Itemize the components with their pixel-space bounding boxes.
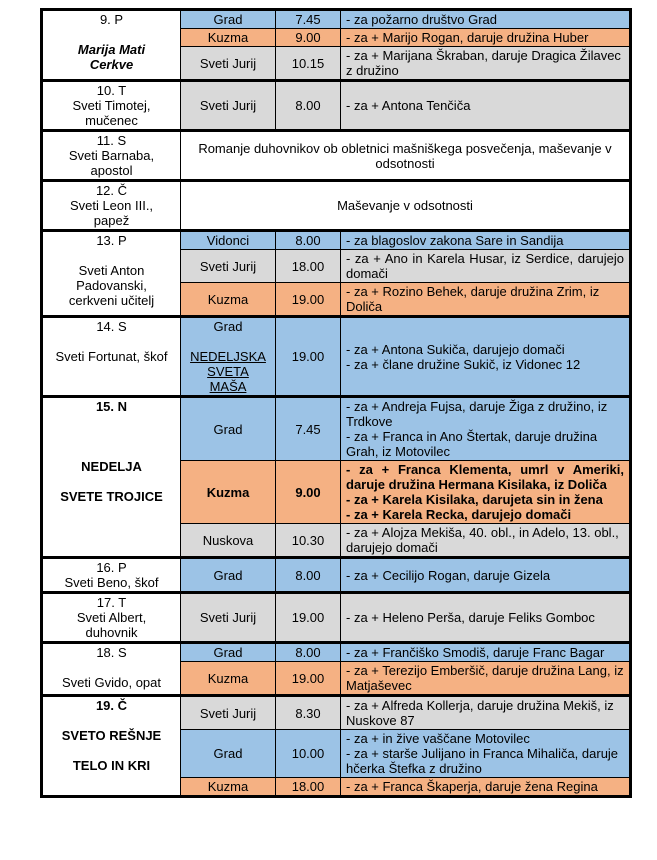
place-line: Sveti Jurij — [199, 610, 257, 625]
time-cell: 7.45 — [276, 10, 341, 29]
intention-line: - za + Alfreda Kollerja, daruje družina Mekiš, iz Nuskove 87 — [346, 698, 614, 728]
intention-line: - za + Karela Kisilaka, darujeta sin in žena — [346, 492, 603, 507]
place-cell — [181, 231, 276, 250]
day-cell — [42, 10, 181, 81]
place-cell — [181, 397, 276, 461]
time-cell: 8.00 — [276, 81, 341, 131]
mass-row — [42, 231, 631, 250]
time-cell: 18.00 — [276, 778, 341, 797]
time-cell: 8.00 — [276, 558, 341, 593]
place-line: NEDELJSKA — [190, 349, 266, 364]
intention-line: - za + Alojza Mekiša, 40. obl., in Adelo, 13. obl., darujejo domači — [346, 525, 619, 555]
place-line: Kuzma — [207, 779, 249, 794]
intention-line: - za + Marijana Škraban, daruje Dragica Žilavec z družino — [346, 48, 621, 78]
mass-row — [42, 696, 631, 730]
place-cell — [181, 524, 276, 558]
day-line: 12. Č — [95, 183, 128, 198]
day-line: 11. S — [96, 133, 127, 148]
intention-cell — [341, 696, 631, 730]
intention-line: - za + Andreja Fujsa, daruje Žiga z družino, iz Trdkove — [346, 399, 608, 429]
place-line: Vidonci — [206, 233, 250, 248]
day-line: 19. Č — [95, 698, 128, 713]
intention-cell — [341, 662, 631, 696]
intention-cell — [341, 47, 631, 81]
place-line: Grad — [213, 12, 243, 27]
day-line — [48, 414, 175, 429]
mass-row — [42, 593, 631, 643]
day-line — [48, 429, 175, 444]
intention-cell — [341, 283, 631, 317]
place-cell — [181, 643, 276, 662]
day-line — [48, 743, 175, 758]
time-cell: 8.30 — [276, 696, 341, 730]
note-cell: Maševanje v odsotnosti — [181, 181, 631, 231]
day-line: Sveti Barnaba, — [68, 148, 155, 163]
intention-line: - za + Karela Recka, darujejo domači — [346, 507, 572, 522]
day-cell — [42, 593, 181, 643]
intention-line: - za + člane družine Sukič, iz Vidonec 12 — [346, 356, 581, 372]
intention-cell — [341, 397, 631, 461]
time-cell: 19.00 — [276, 593, 341, 643]
day-line — [48, 713, 175, 728]
mass-row — [42, 81, 631, 131]
day-line — [48, 27, 175, 42]
time-cell: 19.00 — [276, 283, 341, 317]
time-cell: 9.00 — [276, 461, 341, 524]
intention-cell — [341, 81, 631, 131]
intention-cell — [341, 250, 631, 283]
place-line: Sveti Jurij — [199, 705, 257, 721]
day-line: duhovnik — [85, 625, 138, 640]
day-line: 14. S — [96, 319, 127, 334]
place-cell — [181, 29, 276, 47]
intention-line: - za + Marijo Rogan, daruje družina Huber — [346, 30, 589, 45]
day-line: Marija Mati — [77, 42, 146, 57]
place-line: Nuskova — [202, 532, 254, 548]
day-line: Sveti Leon III., — [69, 198, 154, 213]
place-cell — [181, 662, 276, 696]
day-line — [48, 660, 175, 675]
place-line: Kuzma — [207, 291, 249, 307]
intention-line: - za + Ano in Karela Husar, iz Serdice, darujejo domači — [346, 251, 624, 281]
place-cell — [181, 317, 276, 397]
mass-row — [42, 317, 631, 397]
day-line: papež — [93, 213, 130, 228]
place-line: Kuzma — [207, 30, 249, 45]
day-line: apostol — [90, 163, 133, 178]
intention-line: - za blagoslov zakona Sare in Sandija — [346, 233, 564, 248]
time-cell: 7.45 — [276, 397, 341, 461]
intention-line: - za + Frančiško Smodiš, daruje Franc Bagar — [346, 645, 605, 660]
day-line: 13. P — [96, 233, 127, 248]
day-note-row — [42, 131, 631, 181]
day-line — [48, 474, 175, 489]
place-cell — [181, 47, 276, 81]
mass-schedule-body — [42, 10, 631, 797]
day-line — [48, 444, 175, 459]
intention-cell — [341, 461, 631, 524]
intention-line: - za + Antona Tenčiča — [346, 98, 471, 113]
intention-line: - za + Rozino Behek, daruje družina Zrim, iz Doliča — [346, 284, 600, 314]
day-line: Cerkve — [89, 57, 134, 72]
day-line: Sveti Timotej, — [72, 98, 151, 113]
day-cell — [42, 696, 181, 797]
day-line: 18. S — [96, 645, 127, 660]
mass-row — [42, 397, 631, 461]
intention-cell — [341, 231, 631, 250]
intention-line: - za + Heleno Perša, daruje Feliks Gomboc — [346, 610, 595, 625]
place-line: Sveti Jurij — [199, 55, 257, 71]
day-line: SVETE TROJICE — [60, 489, 163, 504]
mass-row — [42, 643, 631, 662]
place-cell — [181, 283, 276, 317]
place-line: Grad — [213, 746, 243, 761]
place-line: Grad — [213, 645, 243, 660]
intention-cell — [341, 317, 631, 397]
intention-line: - za + Franca in Ano Štertak, daruje družina Grah, iz Motovilec — [346, 429, 598, 459]
day-line: Padovanski, — [76, 278, 147, 293]
day-cell — [42, 397, 181, 558]
time-cell: 10.30 — [276, 524, 341, 558]
place-line: Sveti Jurij — [199, 98, 257, 113]
intention-line: - za + Antona Sukiča, darujejo domači — [346, 341, 565, 357]
time-cell: 10.00 — [276, 730, 341, 778]
day-line: Sveti Beno, škof — [64, 575, 159, 590]
day-cell — [42, 643, 181, 696]
day-cell — [42, 558, 181, 593]
note-cell: Romanje duhovnikov ob obletnici mašniškega posvečenja, maševanje v odsotnosti — [181, 131, 631, 181]
day-line: TELO IN KRI — [72, 758, 151, 773]
place-line: Grad — [213, 567, 243, 583]
day-line — [48, 334, 175, 349]
intention-line: - za + Franca Klementa, umrl v Ameriki, daruje družina Hermana Kisilaka, iz Doliča — [346, 462, 624, 492]
day-line: cerkveni učitelj — [68, 293, 155, 308]
intention-cell — [341, 643, 631, 662]
place-cell — [181, 730, 276, 778]
intention-cell — [341, 524, 631, 558]
intention-cell — [341, 29, 631, 47]
place-cell — [181, 10, 276, 29]
day-line: 10. T — [96, 83, 127, 98]
day-line: 9. P — [99, 12, 124, 27]
intention-line: - za + Cecilijo Rogan, daruje Gizela — [346, 567, 551, 583]
intention-line: - za + Franca Škaperja, daruje žena Regina — [346, 779, 598, 794]
place-line: MAŠA — [209, 379, 247, 394]
day-line: Sveti Albert, — [76, 610, 147, 625]
day-line: NEDELJA — [81, 459, 142, 474]
day-cell — [42, 81, 181, 131]
intention-line: - za + starše Julijano in Franca Mihaliča, daruje hčerka Štefka z družino — [346, 746, 619, 776]
intention-line: - za + in žive vaščane Motovilec — [346, 731, 530, 746]
day-line: mučenec — [85, 113, 138, 128]
intention-line: - za + Terezijo Emberšič, daruje družina Lang, iz Matjaševec — [346, 663, 624, 693]
mass-schedule-table — [40, 8, 632, 798]
day-cell — [42, 317, 181, 397]
day-note-row — [42, 181, 631, 231]
time-cell: 10.15 — [276, 47, 341, 81]
place-line: Grad — [213, 421, 243, 437]
day-line: 15. N — [95, 399, 128, 414]
time-cell: 8.00 — [276, 231, 341, 250]
day-cell — [42, 231, 181, 317]
time-cell: 9.00 — [276, 29, 341, 47]
day-cell — [42, 181, 181, 231]
day-line: Sveti Fortunat, škof — [55, 349, 168, 364]
intention-cell — [341, 778, 631, 797]
intention-cell — [341, 10, 631, 29]
place-line: SVETA — [207, 364, 249, 379]
day-line: Sveti Anton — [78, 263, 145, 278]
time-cell: 19.00 — [276, 317, 341, 397]
intention-line: - za požarno društvo Grad — [346, 12, 498, 27]
day-line: Sveti Gvido, opat — [62, 675, 161, 690]
day-cell — [42, 131, 181, 181]
place-line: Sveti Jurij — [199, 258, 257, 274]
place-cell — [181, 696, 276, 730]
mass-row — [42, 10, 631, 29]
intention-cell — [341, 558, 631, 593]
mass-row — [42, 558, 631, 593]
time-cell: 19.00 — [276, 662, 341, 696]
place-line: Kuzma — [206, 484, 250, 500]
day-line — [48, 248, 175, 263]
day-line: 17. T — [96, 595, 127, 610]
place-line — [186, 334, 270, 349]
intention-cell — [341, 730, 631, 778]
place-cell — [181, 593, 276, 643]
place-line: Kuzma — [207, 670, 249, 686]
day-line: SVETO REŠNJE — [61, 728, 162, 743]
day-line: 16. P — [96, 560, 127, 575]
place-cell — [181, 81, 276, 131]
time-cell: 18.00 — [276, 250, 341, 283]
place-cell — [181, 558, 276, 593]
intention-cell — [341, 593, 631, 643]
place-cell — [181, 250, 276, 283]
place-cell — [181, 461, 276, 524]
place-line: Grad — [213, 319, 243, 334]
place-cell — [181, 778, 276, 797]
time-cell: 8.00 — [276, 643, 341, 662]
